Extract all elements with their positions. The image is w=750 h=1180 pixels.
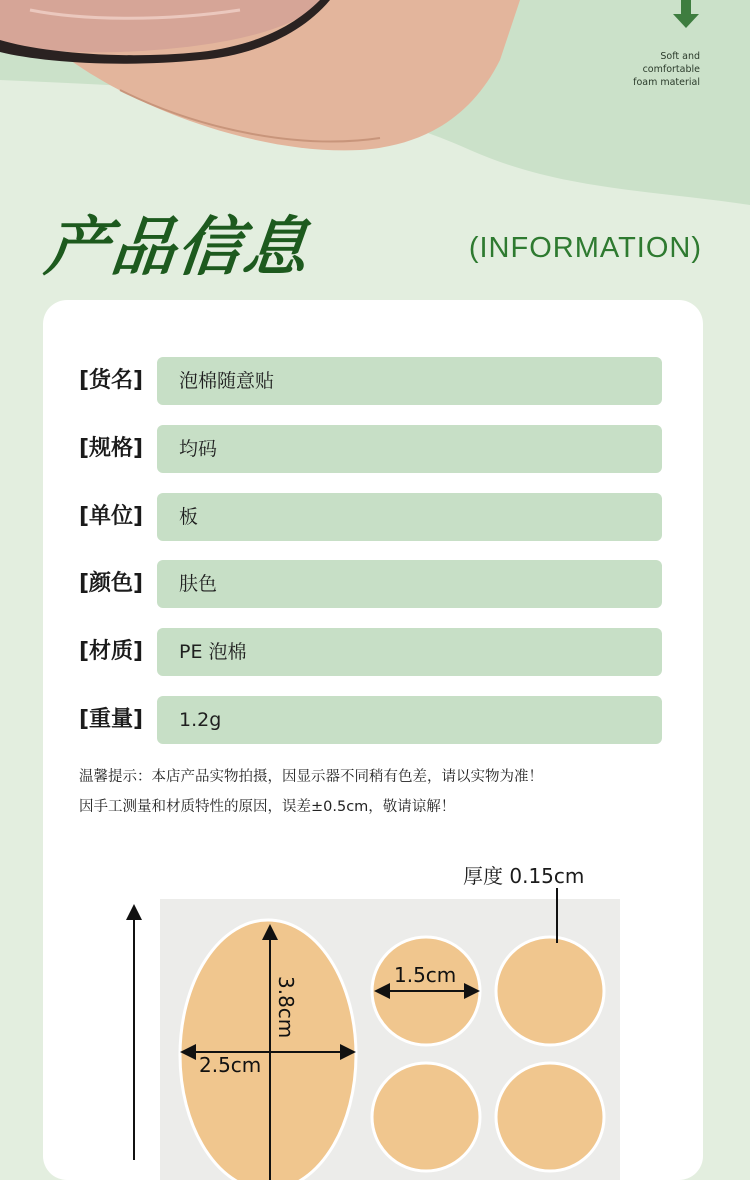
circle-patch xyxy=(496,937,604,1045)
row-value: 均码 xyxy=(157,425,662,473)
down-arrow-icon xyxy=(672,0,700,30)
info-row-color xyxy=(79,560,669,608)
oval-patch xyxy=(180,920,356,1180)
circle-patch xyxy=(372,1063,480,1171)
info-row-name xyxy=(79,357,669,405)
row-label: [货名] xyxy=(79,368,144,393)
oval-height-label: 3.8cm xyxy=(274,976,298,1039)
row-value: 肤色 xyxy=(157,560,662,608)
row-value: PE 泡棉 xyxy=(157,628,662,676)
product-diagram xyxy=(43,860,703,1180)
row-label: [颜色] xyxy=(79,571,144,596)
oval-width-label: 2.5cm xyxy=(199,1053,262,1077)
hero-illustration xyxy=(0,0,750,210)
row-label: [规格] xyxy=(79,436,144,461)
foam-material-caption xyxy=(590,50,700,89)
row-label: [材质] xyxy=(79,639,144,664)
row-label: [单位] xyxy=(79,504,144,529)
section-title: 产品信息 xyxy=(41,211,314,285)
row-label: [重量] xyxy=(79,707,144,732)
info-row-material xyxy=(79,628,669,676)
caption-line: comfortable xyxy=(642,64,700,75)
caption-line: foam material xyxy=(633,77,700,88)
caption-line: Soft and xyxy=(660,51,700,62)
row-value: 泡棉随意贴 xyxy=(157,357,662,405)
info-row-size xyxy=(79,425,669,473)
thickness-label: 厚度 0.15cm xyxy=(463,864,585,888)
info-card xyxy=(43,300,703,1180)
tip-note: 温馨提示：本店产品实物拍摄，因显示器不同稍有色差，请以实物为准！ xyxy=(79,769,543,785)
hero-image xyxy=(0,0,750,210)
circle-diameter-label: 1.5cm xyxy=(394,963,457,987)
section-subtitle: (INFORMATION) xyxy=(468,232,702,264)
circle-patch xyxy=(496,1063,604,1171)
tip-note: 因手工测量和材质特性的原因，误差±0.5cm，敬请谅解！ xyxy=(79,799,456,815)
info-row-weight xyxy=(79,696,669,744)
info-row-unit xyxy=(79,493,669,541)
row-value: 板 xyxy=(157,493,662,541)
row-value: 1.2g xyxy=(157,696,662,744)
